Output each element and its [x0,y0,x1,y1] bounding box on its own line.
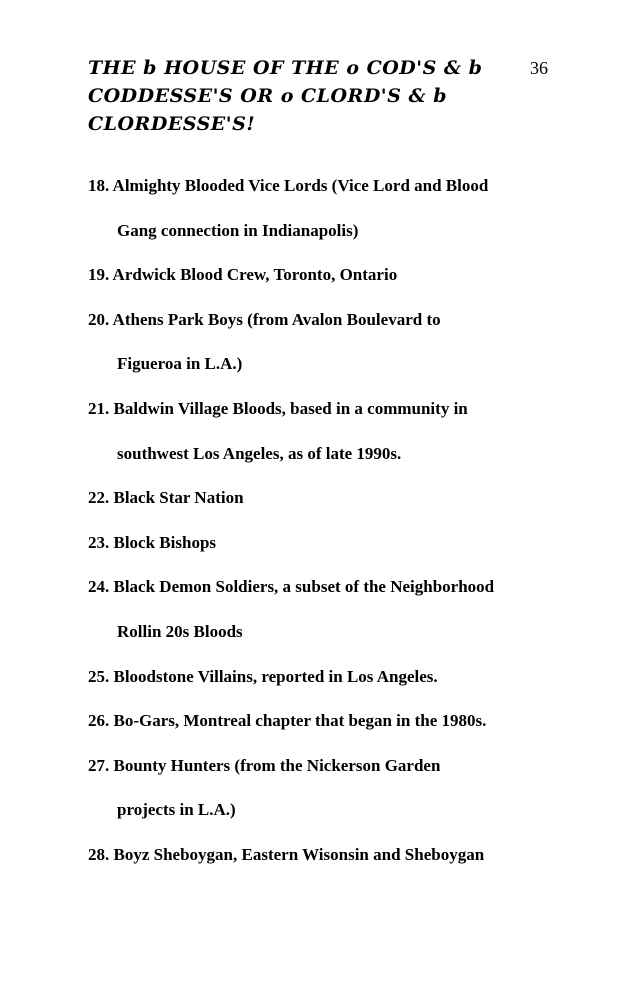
list-item-text: 24. Black Demon Soldiers, a subset of the Neighborhood [88,577,495,597]
gang-list [88,172,568,886]
list-item-text: 19. Ardwick Blood Crew, Toronto, Ontario [88,265,398,285]
list-item [88,752,568,841]
list-item [88,573,568,662]
list-item [88,529,568,574]
list-item [88,306,568,395]
list-item [88,261,568,306]
list-item [88,172,568,261]
running-header [88,54,483,138]
list-item-continuation: Gang connection in Indianapolis) [117,220,359,240]
list-item-text: 20. Athens Park Boys (from Avalon Boulevard to [88,309,441,329]
list-item-continuation: Figueroa in L.A.) [117,354,243,374]
list-item [88,707,568,752]
running-header-line: CODDESSE'S OR o CLORD'S & b [88,85,448,107]
running-header-line: THE b HOUSE OF THE o COD'S & b [88,57,483,79]
list-item-text: 25. Bloodstone Villains, reported in Los Angeles. [88,666,438,686]
page-number: 36 [530,58,548,78]
list-item [88,484,568,529]
list-item-text: 26. Bo-Gars, Montreal chapter that began in the 1980s. [88,711,487,731]
list-item-text: 28. Boyz Sheboygan, Eastern Wisonsin and Sheboygan [88,844,485,864]
list-item-text: 18. Almighty Blooded Vice Lords (Vice Lord and Blood [88,176,489,195]
list-item-text: 27. Bounty Hunters (from the Nickerson Garden [88,755,441,775]
list-item [88,395,568,484]
list-item-text: 22. Black Star Nation [88,488,244,508]
list-item-continuation: southwest Los Angeles, as of late 1990s. [117,443,402,463]
list-item [88,663,568,708]
running-header-line: CLORDESSE'S! [88,113,256,135]
list-item-continuation: projects in L.A.) [117,800,236,820]
list-item-text: 23. Block Bishops [88,532,217,552]
list-item-continuation: Rollin 20s Bloods [117,621,243,641]
list-item-text: 21. Baldwin Village Bloods, based in a community in [88,398,468,418]
list-item [88,841,568,886]
